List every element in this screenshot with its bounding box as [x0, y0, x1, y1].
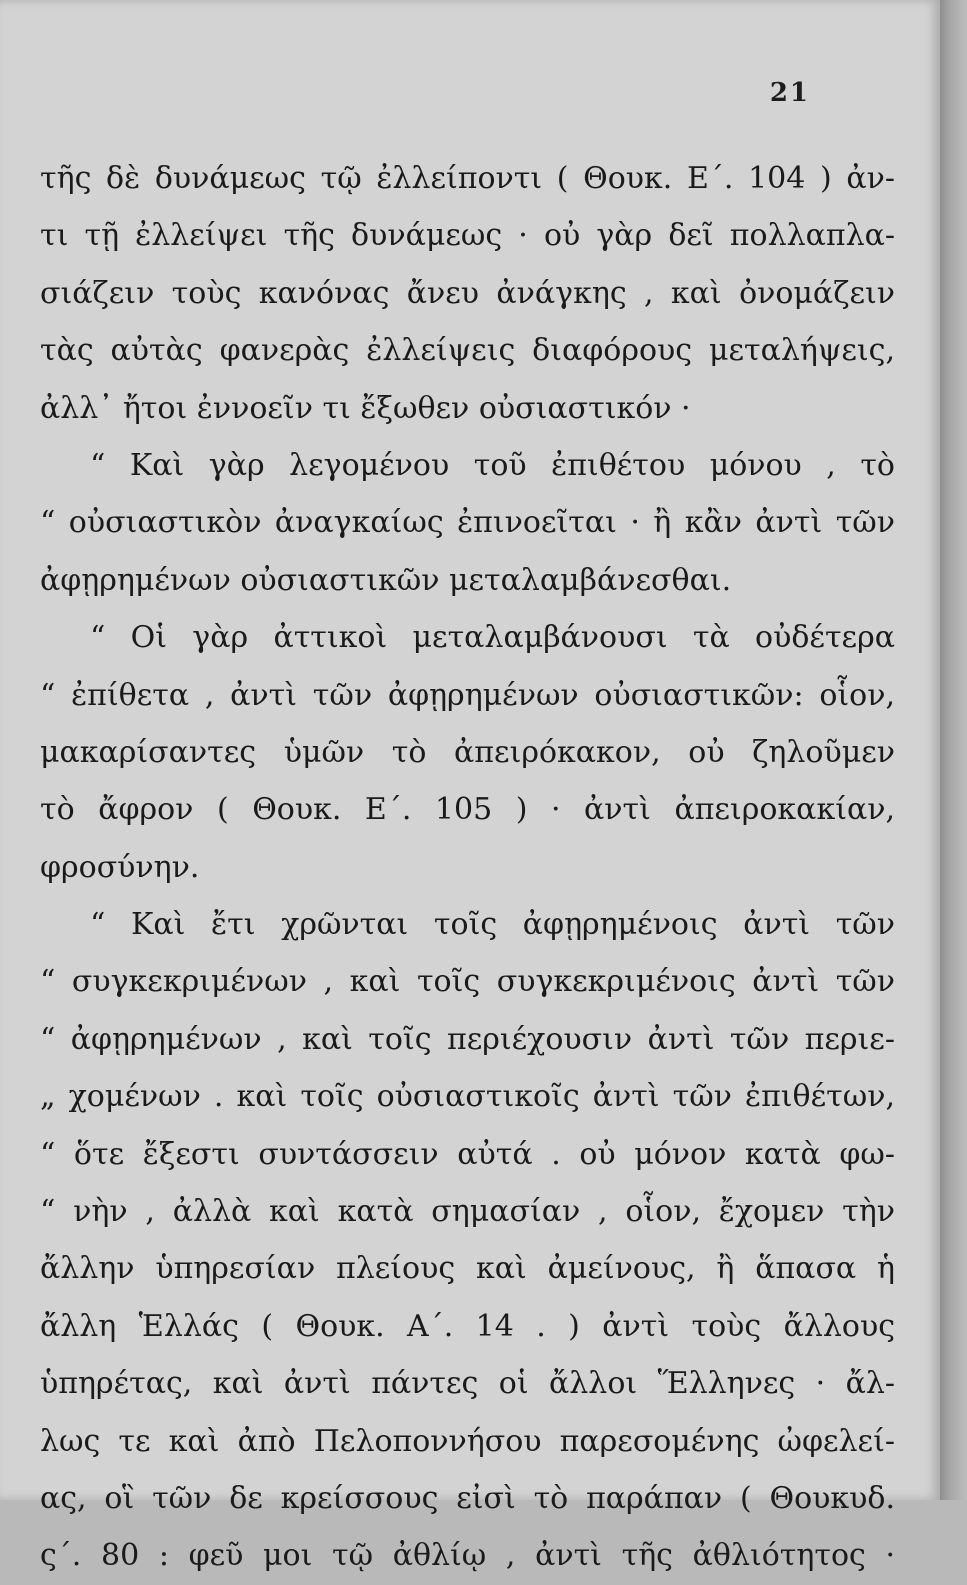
text-line: ἀφῃρημένων οὐσιαστικῶν μεταλαμβάνεσθαι.	[40, 562, 732, 598]
text-line: “ συγκεκριμένων , καὶ τοῖς συγκεκριμένοις ἀντὶ τῶν	[40, 964, 895, 1000]
text-line: “ Καὶ ἔτι χρῶνται τοῖς ἀφῃρημένοις ἀντὶ τῶν	[90, 907, 895, 943]
text-line: μακαρίσαντες ὑμῶν τὸ ἀπειρόκακον, οὐ ζηλοῦμεν	[40, 734, 895, 770]
text-line: “ Καὶ γὰρ λεγομένου τοῦ ἐπιθέτου μόνου , τὸ	[90, 447, 895, 483]
text-line: τῆς δὲ δυνάμεως τῷ ἐλλείποντι ( Θουκ. Ε΄. 104 ) ἀν-	[40, 161, 895, 196]
text-line: “ οὐσιαστικὸν ἀναγκαίως ἐπινοεῖται · ἢ κἂν ἀντὶ τῶν	[40, 505, 895, 541]
text-line: φροσύνην.	[40, 849, 200, 885]
text-line: ὑπηρέτας, καὶ ἀντὶ πάντες οἱ ἄλλοι Ἕλληνες · ἄλ-	[40, 1366, 895, 1402]
text-line: ἀλλ᾽ ἤτοι ἐννοεῖν τι ἔξωθεν οὐσιαστικόν ·	[40, 390, 691, 426]
text-line: “ νὴν , ἀλλὰ καὶ κατὰ σημασίαν , οἷον, ἔχομεν τὴν	[40, 1194, 895, 1230]
text-line: τὸ ἄφρον ( Θουκ. Ε΄. 105 ) · ἀντὶ ἀπειροκακίαν,	[40, 792, 895, 828]
text-line: “ ἀφῃρημένων , καὶ τοῖς περιέχουσιν ἀντὶ τῶν περιε-	[40, 1021, 895, 1057]
page-number: 21	[769, 78, 810, 108]
page-text	[40, 150, 895, 1585]
text-line: ἄλλην ὑπηρεσίαν πλείους καὶ ἀμείνους, ἢ ἅπασα ἡ	[40, 1251, 895, 1287]
text-line: “ ἐπίθετα , ἀντὶ τῶν ἀφῃρημένων οὐσιαστικῶν: οἷον,	[40, 677, 895, 713]
text-line: τὰς αὐτὰς φανερὰς ἐλλείψεις διαφόρους μεταλήψεις,	[40, 333, 895, 369]
text-line: „ χομένων . καὶ τοῖς οὐσιαστικοῖς ἀντὶ τῶν ἐπιθέτων,	[40, 1079, 895, 1115]
text-line: σιάζειν τοὺς κανόνας ἄνευ ἀνάγκης , καὶ ὀνομάζειν	[40, 275, 895, 311]
text-line: “ ὅτε ἔξεστι συντάσσειν αὐτά . οὐ μόνον κατὰ φω-	[40, 1136, 895, 1172]
text-line: “ Οἱ γὰρ ἀττικοὶ μεταλαμβάνουσι τὰ οὐδέτερα	[90, 620, 895, 656]
text-line: λως τε καὶ ἀπὸ Πελοποννήσου παρεσομένης ὠφελεί-	[40, 1423, 895, 1459]
text-line: ας, οἳ τῶν δε κρείσσους εἰσὶ τὸ παράπαν ( Θουκυδ.	[40, 1480, 895, 1516]
text-line: ς΄. 80 : φεῦ μοι τῷ ἀθλίῳ , ἀντὶ τῆς ἀθλιότητος ·	[40, 1538, 895, 1574]
text-line: ἄλλη Ἑλλάς ( Θουκ. Α΄. 14 . ) ἀντὶ τοὺς ἄλλους	[40, 1308, 895, 1344]
text-line: τι τῇ ἐλλείψει τῆς δυνάμεως · οὐ γὰρ δεῖ πολλαπλα-	[40, 218, 895, 254]
page-edge	[940, 0, 967, 1500]
